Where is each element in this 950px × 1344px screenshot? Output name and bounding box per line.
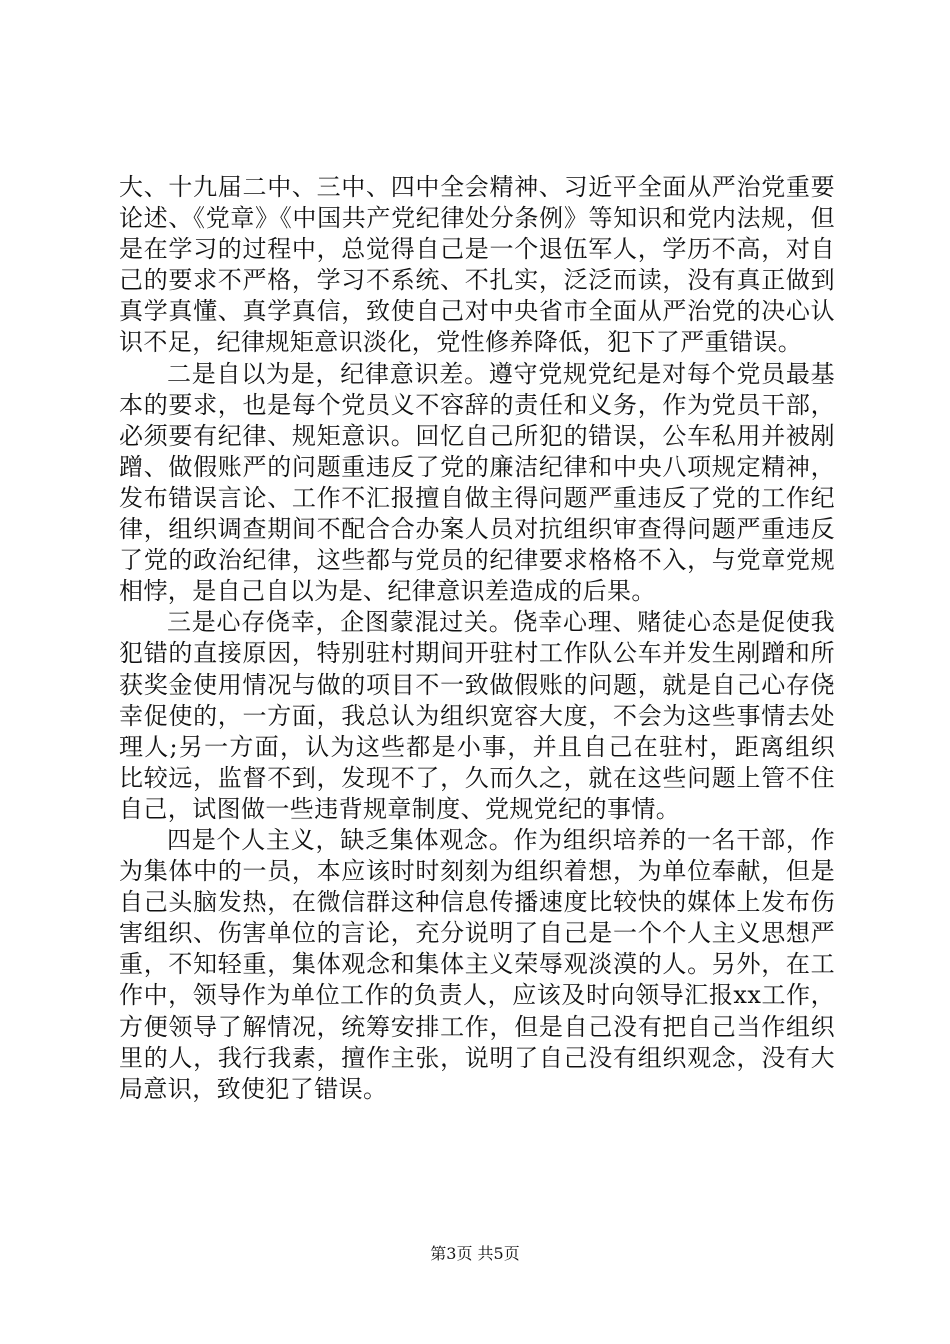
page-footer [0, 1244, 950, 1264]
paragraph-luck-mentality: 三是心存侥幸，企图蒙混过关。侥幸心理、赌徒心态是促使我犯错的直接原因，特别驻村期间开驻村工作队公车并发生剐蹭和所获奖金使用情况与做的项目不一致做假账的问题，就是自己心存侥幸促使的，一方面，我总认为组织宽容大度，不会为这些事情去处理人;另一方面，认为这些都是小事，并且自己在驻村，距离组织比较远，监督不到，发现不了，久而久之，就在这些问题上管不住自己，试图做一些违背规章制度、党规党纪的事情。 [119, 608, 835, 823]
paragraph-discipline-awareness: 二是自以为是，纪律意识差。遵守党规党纪是对每个党员最基本的要求，也是每个党员义不容辞的责任和义务，作为党员干部，必须要有纪律、规矩意识。回忆自己所犯的错误，公车私用并被剐蹭、做假账严的问题重违反了党的廉洁纪律和中央八项规定精神，发布错误言论、工作不汇报擅自做主得问题严重违反了党的工作纪律，组织调查期间不配合合办案人员对抗组织审查得问题严重违反了党的政治纪律，这些都与党员的纪律要求格格不入，与党章党规相悖，是自己自以为是、纪律意识差造成的后果。 [119, 359, 835, 606]
paragraph-individualism: 四是个人主义，缺乏集体观念。作为组织培养的一名干部，作为集体中的一员，本应该时时刻刻为组织着想，为单位奉献，但是自己头脑发热，在微信群这种信息传播速度比较快的媒体上发布伤害组织、伤害单位的言论，充分说明了自己是一个个人主义思想严重，不知轻重，集体观念和集体主义荣辱观淡漠的人。另外，在工作中，领导作为单位工作的负责人，应该及时向领导汇报xx工作，方便领导了解情况，统筹安排工作，但是自己没有把自己当作组织里的人，我行我素，擅作主张，说明了自己没有组织观念，没有大局意识，致使犯了错误。 [119, 825, 835, 1103]
document-body [119, 172, 835, 1105]
page-number-label: 第3页 共5页 [430, 1244, 520, 1263]
paragraph-study-continuation: 大、十九届二中、三中、四中全会精神、习近平全面从严治党重要论述、《党章》《中国共产党纪律处分条例》等知识和党内法规，但是在学习的过程中，总觉得自己是一个退伍军人，学历不高，对自己的要求不严格，学习不系统、不扎实，泛泛而读，没有真正做到真学真懂、真学真信，致使自己对中央省市全面从严治党的决心认识不足，纪律规矩意识淡化，党性修养降低，犯下了严重错误。 [119, 173, 835, 357]
